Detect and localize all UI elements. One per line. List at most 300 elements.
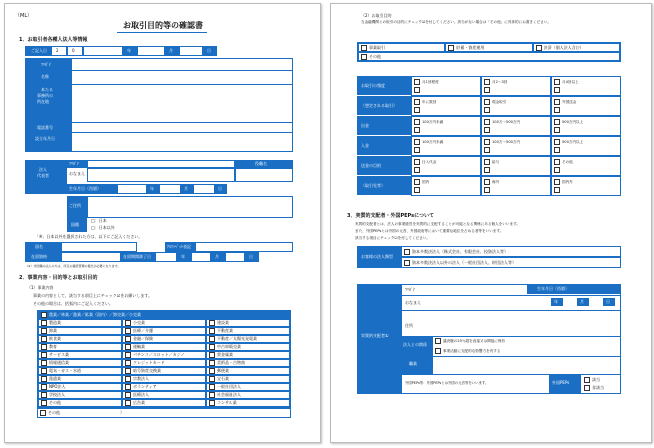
business-option-label: 不動産／太陽光発電業 (217, 336, 257, 341)
checkbox-icon[interactable] (41, 384, 47, 390)
birth-year-unit: 年 (150, 186, 154, 191)
business-option-label: 中古車販売業 (217, 344, 241, 349)
birth-day-input[interactable] (193, 184, 215, 194)
address-label-1: 本たる (41, 87, 53, 92)
checkbox-icon[interactable] (404, 260, 410, 266)
checkbox-icon[interactable] (484, 187, 490, 193)
checkbox-icon[interactable] (448, 45, 454, 51)
checkbox-icon[interactable] (554, 147, 560, 153)
business-option-label: 教育 (49, 344, 57, 349)
business-option-label: 宝石業 (217, 376, 229, 381)
rel-option-label: 議決権の25％超を直接又は間接に保有 (443, 338, 506, 343)
checkbox-icon[interactable] (125, 360, 131, 366)
checkbox-icon[interactable] (125, 344, 131, 350)
country-input[interactable] (61, 242, 137, 252)
rep-address-input[interactable] (87, 196, 293, 218)
checkbox-icon[interactable] (125, 368, 131, 374)
transaction-row-label: 入金 (361, 143, 369, 148)
transaction-row-label-cell (357, 96, 411, 115)
business-option-label: 派遣業 (49, 376, 61, 381)
business-desc-1: 事業の内容として、該当する項目上にチェック☑をお願いします。 (33, 293, 153, 298)
business-option[interactable] (206, 399, 290, 407)
purpose-option-label: 決済（個人法人含む） (543, 44, 584, 50)
checkbox-icon[interactable] (484, 79, 490, 85)
business-option-label: 小売業 (133, 320, 145, 325)
business-option[interactable] (206, 359, 290, 367)
year-digit-1[interactable] (51, 46, 67, 56)
checkbox-icon[interactable] (554, 79, 560, 85)
day-field[interactable] (179, 46, 203, 56)
purpose-option-label: 貯蓄・資産運用 (456, 44, 485, 50)
business-option[interactable] (206, 367, 290, 375)
business-option[interactable] (122, 359, 206, 367)
transaction-option-label: 国内 (422, 179, 430, 184)
business-option[interactable] (38, 343, 122, 351)
transaction-option-label: 100万～500万円 (492, 139, 521, 144)
subsection-business: （1）事業内容 (27, 285, 54, 290)
transaction-table (357, 76, 621, 196)
rep-furigana-label: ﾌﾘｶﾞﾅ (69, 161, 79, 166)
business-option-label: ボランティア (133, 384, 157, 389)
business-option[interactable] (122, 327, 206, 335)
transaction-option-cell[interactable] (411, 176, 481, 196)
transaction-option-label: その他 (562, 159, 573, 164)
checkbox-icon[interactable] (41, 352, 47, 358)
checkbox-icon[interactable] (41, 336, 47, 342)
checkbox-icon[interactable] (414, 139, 420, 145)
checkbox-icon[interactable] (554, 99, 560, 105)
furigana-label: ﾌﾘｶﾞﾅ (41, 62, 51, 67)
checkbox-icon[interactable] (361, 54, 367, 60)
rep-furigana-input[interactable] (87, 160, 235, 168)
kind-option-label: 資本多数決法人（株式会社、有限会社、投資法人等） (412, 248, 508, 254)
transaction-option-cell[interactable] (411, 76, 481, 96)
transaction-option-cell[interactable] (551, 156, 621, 176)
checkbox-icon[interactable] (125, 376, 131, 382)
business-option-label: 運輸業 (133, 344, 145, 349)
transaction-row-label-cell (357, 156, 411, 175)
business-grid-header-label: 農業／林業／漁業／鉱業（国内）／卸売業／小売業 (49, 312, 141, 317)
checkbox-icon[interactable] (125, 384, 131, 390)
checkbox-icon[interactable] (41, 344, 47, 350)
kind-option-label: 資本多数決法人以外の法人（一般社団法人、財団法人等） (412, 259, 516, 265)
pep-option-no[interactable] (584, 385, 604, 391)
business-option-label: 飲食業 (49, 336, 61, 341)
foot-note: 外国PEPs等：外国PEPsとは外国の元首等をいいます。 (405, 381, 489, 385)
rel-option-1[interactable] (435, 338, 505, 344)
checkbox-icon[interactable] (209, 352, 215, 358)
business-option[interactable] (206, 383, 290, 391)
transaction-option-cell[interactable] (551, 136, 621, 156)
checkbox-icon[interactable] (414, 87, 420, 93)
est-label: 設立年月日 (35, 136, 55, 141)
nationality-note: 「※」日本以外を選択された方は、以下にご記入ください。 (35, 234, 143, 239)
checkbox-icon[interactable] (554, 159, 560, 165)
business-option-label: 一般社団法人 (217, 384, 241, 389)
business-option[interactable] (38, 327, 122, 335)
transaction-row-label-cell (357, 136, 411, 155)
business-option-label: サービス業 (49, 352, 69, 357)
section2-heading: 2．事業内容・目的等とお取引目的 (19, 275, 98, 281)
year-field[interactable] (83, 46, 123, 56)
owner-birth-label: 生年月日（西暦） (537, 286, 569, 291)
business-option[interactable] (206, 343, 290, 351)
rep-label-2: 代表者 (37, 173, 49, 178)
transaction-row-label: （想定される取引） (361, 103, 397, 108)
job-label: ご住所 (69, 203, 81, 208)
checkbox-icon[interactable] (209, 328, 215, 334)
transaction-option-cell[interactable] (411, 156, 481, 176)
transaction-option-label: 500万円以上 (562, 119, 584, 124)
purpose-other-row[interactable] (358, 52, 620, 61)
owner-name-label: おなまえ (405, 300, 421, 305)
rel-option-2[interactable] (435, 348, 501, 354)
business-option-label: 貴金属業 (217, 352, 233, 357)
section3-desc-1: 実質的支配者とは、法人の事業経営を実質的に支配することが可能となる関係にある個人をいいます。 (355, 222, 521, 226)
business-option-label: 美術品・古物商 (217, 360, 245, 365)
nationality-japan-option[interactable]: □：日本 (91, 218, 107, 223)
birth-year-input[interactable] (117, 184, 147, 194)
transaction-option-cell[interactable] (551, 96, 621, 116)
business-option[interactable] (38, 399, 122, 407)
business-option-label: 医療／介護 (133, 328, 153, 333)
transaction-option-label: 100万～500万円 (492, 119, 521, 124)
business-option-label: コンサル業 (217, 400, 237, 405)
address-label-3: 所在地 (37, 99, 49, 104)
kind-option-1[interactable] (401, 246, 621, 257)
ml-tag: （ML） (15, 13, 33, 19)
transaction-row-label: （取引先等） (361, 183, 385, 188)
year-unit: 年 (127, 48, 131, 53)
visa-month-unit: 月 (215, 254, 219, 259)
transaction-row-label: お取引の頻度 (361, 83, 385, 88)
business-option[interactable] (38, 351, 122, 359)
checkbox-icon[interactable] (41, 368, 47, 374)
country-label: 国名 (35, 244, 43, 249)
business-option[interactable] (206, 391, 290, 399)
section3-heading: 3．実質的支配者・外国PEPsについて (347, 213, 435, 219)
checkbox-icon[interactable] (484, 87, 490, 93)
checkbox-icon[interactable] (584, 377, 590, 383)
checkbox-icon[interactable] (554, 187, 560, 193)
transaction-option-label: 年に数回 (422, 99, 437, 104)
business-option[interactable] (206, 319, 290, 327)
checkbox-icon[interactable] (209, 368, 215, 374)
divider (25, 132, 293, 133)
purpose-option[interactable] (445, 43, 532, 52)
checkbox-icon[interactable] (414, 187, 420, 193)
business-option[interactable] (206, 327, 290, 335)
checkbox-icon[interactable] (484, 127, 490, 133)
section3-desc-2: また、外国PEPsとは外国の元首、外国政府等において重要な地位を占める者等をいいます。 (355, 229, 504, 233)
divider (401, 356, 621, 357)
checkbox-icon[interactable] (414, 119, 420, 125)
business-option-label: 社会福祉法人 (217, 392, 241, 397)
divider (401, 310, 621, 311)
checkbox-icon[interactable] (536, 45, 542, 51)
business-option[interactable] (122, 351, 206, 359)
transaction-option-label: 現金取引 (492, 99, 507, 104)
visa-year-unit: 年 (181, 254, 185, 259)
checkbox-icon[interactable] (414, 167, 420, 173)
name-label: 名称 (41, 74, 49, 79)
pep-option-label: 非該当 (592, 385, 604, 390)
rel-label: 法人との関係 (403, 342, 427, 347)
checkbox-icon[interactable] (41, 392, 47, 398)
business-option[interactable] (206, 335, 290, 343)
phone-label: 電話番号 (37, 125, 53, 130)
title-underline (117, 32, 207, 33)
business-grid-header[interactable] (38, 311, 290, 319)
checkbox-icon[interactable] (414, 147, 420, 153)
checkbox-icon[interactable] (125, 352, 131, 358)
divider (25, 70, 293, 71)
purpose-option[interactable] (358, 43, 445, 52)
business-option-label: NPO法人 (49, 384, 66, 389)
transaction-option-cell[interactable] (551, 176, 621, 196)
transaction-row-label-cell (357, 76, 411, 95)
transaction-row-label: 送金の目的 (361, 163, 381, 168)
section3-desc-3: 該当する項目にチェック☑を付してください。 (355, 236, 430, 240)
purpose-desc: 当金融機関との取引の目的にチェック☑を付してください。該当がない場合は「その他」に具体的にお書きください。 (361, 20, 551, 24)
business-option-label: 郵便業 (217, 368, 229, 373)
checkbox-icon[interactable] (584, 385, 590, 391)
checkbox-icon[interactable] (484, 139, 490, 145)
checkbox-icon[interactable] (209, 392, 215, 398)
business-option[interactable] (38, 391, 122, 399)
checkbox-icon[interactable] (404, 249, 410, 255)
business-option[interactable] (122, 335, 206, 343)
business-other-bracket: ） (120, 410, 124, 415)
business-grid (37, 310, 291, 408)
checkbox-icon[interactable] (209, 336, 215, 342)
subsection-purpose: （2）お取引目的 (361, 13, 392, 18)
checkbox-icon[interactable] (484, 159, 490, 165)
checkbox-icon[interactable] (125, 320, 131, 326)
transaction-option-cell[interactable] (551, 76, 621, 96)
transaction-option-cell[interactable] (481, 156, 551, 176)
business-option-label: クレジットカード (133, 360, 165, 365)
visa-day-input[interactable] (225, 252, 245, 262)
alpha-input[interactable] (195, 242, 293, 252)
checkbox-icon[interactable] (484, 147, 490, 153)
checkbox-icon[interactable] (41, 320, 47, 326)
visa-period-label: 在留期間満了日 (123, 254, 151, 259)
page-title: お取引目的等の確認書 (123, 21, 203, 30)
checkbox-icon[interactable] (414, 99, 420, 105)
rel-option-label: 事業活動に支配的な影響力を有する (443, 348, 501, 353)
month-unit: 月 (169, 48, 173, 53)
divider (401, 374, 621, 375)
year-prefix-2: 0 (72, 48, 75, 53)
checkbox-icon[interactable] (125, 400, 131, 406)
visa-month-input[interactable] (191, 252, 211, 262)
business-option[interactable] (38, 367, 122, 375)
business-option-label: 電気・ガス・水道 (49, 368, 81, 373)
transaction-option-label: 月4回以上 (562, 79, 579, 84)
checkbox-icon[interactable] (484, 119, 490, 125)
transaction-option-label: 500万円以上 (562, 139, 584, 144)
transaction-option-cell[interactable] (481, 136, 551, 156)
right-page (330, 3, 652, 443)
checkbox-icon[interactable] (41, 376, 47, 382)
owner-address-label: 住所 (405, 323, 413, 328)
transaction-option-label: 100万円未満 (422, 119, 444, 124)
address-label-2: 事務所の (37, 93, 53, 98)
left-page (4, 3, 321, 443)
business-option-label: 金融／保険 (133, 336, 153, 341)
business-option[interactable] (122, 383, 206, 391)
transaction-option-label: 給与 (492, 159, 500, 164)
checkbox-icon[interactable] (554, 127, 560, 133)
checkbox-icon[interactable] (361, 45, 367, 51)
business-option-label: 暗号資産交換業 (133, 368, 161, 373)
business-option[interactable] (206, 375, 290, 383)
checkbox-icon[interactable] (554, 139, 560, 145)
job-label-cell (401, 356, 433, 374)
owner-day-unit: 日 (606, 299, 610, 304)
checkbox-icon[interactable] (41, 312, 47, 318)
transaction-option-cell[interactable] (551, 116, 621, 136)
checkbox-icon[interactable] (40, 410, 46, 416)
checkbox-icon[interactable] (554, 87, 560, 93)
transaction-row-label: 出金 (361, 123, 369, 128)
checkbox-icon[interactable] (414, 179, 420, 185)
owner-year-unit: 年 (554, 299, 558, 304)
checkbox-icon[interactable] (41, 328, 47, 334)
section1-heading: 1．お取引者各種人法人等情報 (19, 37, 88, 43)
transaction-option-cell[interactable] (411, 136, 481, 156)
business-option[interactable] (122, 319, 206, 327)
transaction-option-cell[interactable] (481, 96, 551, 116)
owner-label: 実質的支配者① (361, 333, 389, 338)
birth-day-unit: 日 (218, 186, 222, 191)
birth-label: 生年月日（西暦） (69, 186, 101, 191)
date-label: ご記入日 (31, 48, 47, 53)
transaction-option-cell[interactable] (481, 176, 551, 196)
checkbox-icon[interactable] (554, 119, 560, 125)
business-option[interactable] (38, 375, 122, 383)
business-option[interactable] (38, 359, 122, 367)
business-other-label: その他 (48, 410, 60, 415)
purpose-option[interactable] (533, 43, 620, 52)
nationality-label: 国籍 (71, 222, 79, 227)
checkbox-icon[interactable] (554, 179, 560, 185)
business-option-label: 建設業 (217, 320, 229, 325)
business-option[interactable] (38, 383, 122, 391)
checkbox-icon[interactable] (41, 400, 47, 406)
transaction-option-cell[interactable] (411, 96, 481, 116)
visa-day-unit: 日 (249, 254, 253, 259)
business-other-row[interactable] (37, 408, 291, 418)
checkbox-icon[interactable] (435, 348, 441, 354)
visa-input[interactable] (61, 252, 121, 262)
business-option[interactable] (122, 375, 206, 383)
checkbox-icon[interactable] (484, 167, 490, 173)
year-prefix-1: 2 (56, 48, 59, 53)
transaction-option-label: 海外 (492, 179, 500, 184)
checkbox-icon[interactable] (209, 400, 215, 406)
transaction-option-cell[interactable] (411, 116, 481, 136)
checkbox-icon[interactable] (209, 376, 215, 382)
business-option-label: 製造業 (49, 320, 61, 325)
nationality-other-option[interactable]: □：日本以外 (91, 225, 115, 230)
pep-label: 外国PEPs (552, 380, 570, 385)
kind-option-2[interactable] (401, 257, 621, 268)
checkbox-icon[interactable] (414, 107, 420, 113)
company-info-box[interactable] (71, 58, 293, 152)
business-option-label: パチンコ／スロット／カジノ (133, 352, 185, 357)
checkbox-icon[interactable] (414, 79, 420, 85)
checkbox-icon[interactable] (125, 392, 131, 398)
checkbox-icon[interactable] (554, 107, 560, 113)
purpose-option-label: 事業取引 (369, 44, 385, 50)
transaction-option-label: 外国送金 (562, 99, 577, 104)
checkbox-icon[interactable] (484, 99, 490, 105)
checkbox-icon[interactable] (209, 320, 215, 326)
checkbox-icon[interactable] (414, 127, 420, 133)
business-desc-2: その他の場合は、括弧内にご記入ください。 (33, 301, 113, 306)
purpose-grid (357, 42, 621, 62)
business-option[interactable] (38, 335, 122, 343)
checkbox-icon[interactable] (125, 328, 131, 334)
alpha-label: ｱﾙﾌｧﾍﾞｯﾄ表記 (167, 244, 191, 249)
owner-job-label: 職業 (409, 361, 417, 366)
transaction-option-cell[interactable] (481, 76, 551, 96)
year-digit-2[interactable] (67, 46, 83, 56)
business-option[interactable] (122, 391, 206, 399)
kind-label: お客様の法人類型 (361, 254, 393, 259)
business-option[interactable] (122, 367, 206, 375)
rep-name-input[interactable] (87, 168, 235, 182)
checkbox-icon[interactable] (435, 338, 441, 344)
divider (401, 336, 621, 337)
business-option-label: 宗教法人 (133, 376, 149, 381)
divider (25, 122, 293, 123)
transaction-option-label: 仕入代金 (422, 159, 437, 164)
rep-name-label: おなまえ (69, 171, 85, 176)
rep-title-input[interactable] (235, 168, 293, 182)
checkbox-icon[interactable] (209, 384, 215, 390)
business-option[interactable] (122, 343, 206, 351)
month-field[interactable] (137, 46, 165, 56)
business-option[interactable] (206, 351, 290, 359)
checkbox-icon[interactable] (209, 360, 215, 366)
checkbox-icon[interactable] (414, 159, 420, 165)
day-unit: 日 (207, 48, 211, 53)
checkbox-icon[interactable] (554, 167, 560, 173)
pep-option-yes[interactable] (584, 377, 600, 383)
tiny-note: （※）米国籍の法人の方は、所定の確認書類の提出が必要になります。 (25, 264, 121, 268)
rep-title-label: 役職名 (255, 161, 267, 166)
transaction-option-label: 国内外 (562, 179, 573, 184)
business-option-label: その他 (49, 400, 61, 405)
birth-month-input[interactable] (159, 184, 181, 194)
transaction-option-cell[interactable] (481, 116, 551, 136)
transaction-row-label-cell (357, 116, 411, 135)
rep-label-1: 法人 (39, 167, 47, 172)
checkbox-icon[interactable] (484, 179, 490, 185)
purpose-other-label: その他 (369, 53, 381, 59)
checkbox-icon[interactable] (125, 336, 131, 342)
checkbox-icon[interactable] (209, 344, 215, 350)
visa-year-input[interactable] (155, 252, 177, 262)
business-option[interactable] (38, 319, 122, 327)
checkbox-icon[interactable] (41, 360, 47, 366)
transaction-row-label-cell (357, 176, 411, 195)
business-option[interactable] (122, 399, 206, 407)
checkbox-icon[interactable] (484, 107, 490, 113)
